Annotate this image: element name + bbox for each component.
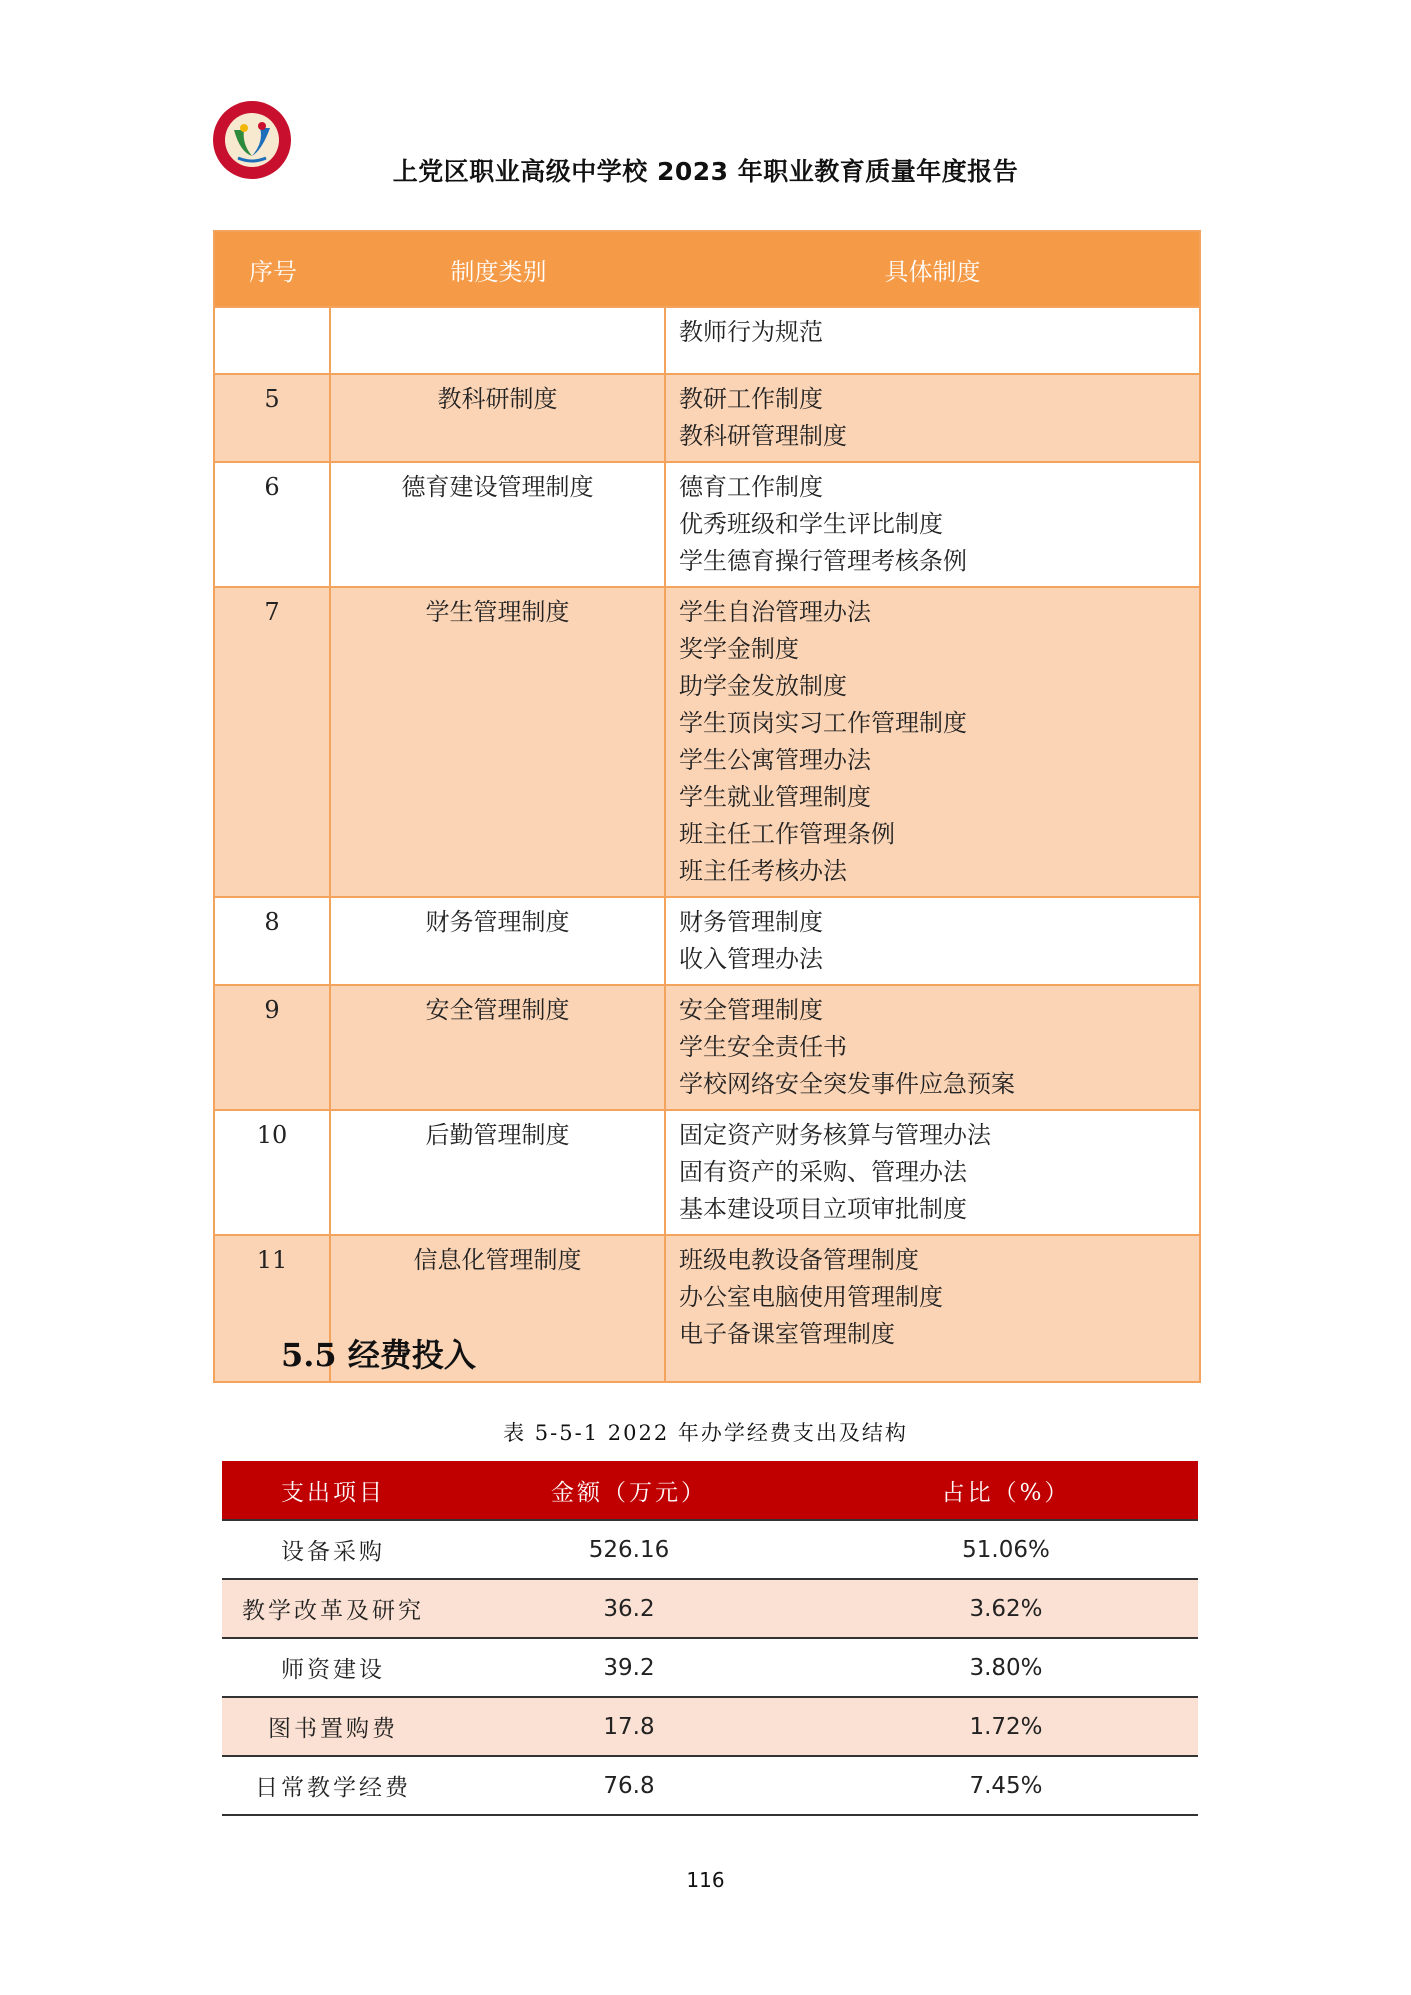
table-row <box>215 373 1199 461</box>
table-row <box>215 1109 1199 1234</box>
list-item: 学生安全责任书 <box>679 1033 847 1061</box>
list-item: 财务管理制度 <box>679 908 823 936</box>
table-row <box>215 306 1199 373</box>
row-items <box>666 1236 1199 1381</box>
list-item: 奖学金制度 <box>679 635 799 663</box>
expense-amount: 17.8 <box>603 1713 655 1740</box>
header-category: 制度类别 <box>450 257 547 286</box>
row-items <box>666 898 1199 984</box>
expense-item: 日常教学经费 <box>255 1775 411 1801</box>
table-caption: 表 5-5-1 2022 年办学经费支出及结构 <box>503 1421 908 1445</box>
list-item: 助学金发放制度 <box>679 672 847 700</box>
list-item: 教研工作制度 <box>679 385 823 413</box>
list-item: 学生德育操行管理考核条例 <box>679 547 967 575</box>
table-row <box>222 1639 1198 1698</box>
row-number: 8 <box>215 898 331 984</box>
list-item: 办公室电脑使用管理制度 <box>679 1283 943 1311</box>
row-number <box>215 308 331 373</box>
expense-amount: 526.16 <box>588 1536 670 1563</box>
expense-amount: 36.2 <box>603 1595 655 1622</box>
list-item: 学生公寓管理办法 <box>679 746 871 774</box>
expense-ratio: 3.62% <box>969 1595 1043 1622</box>
expense-amount: 76.8 <box>603 1772 655 1799</box>
row-number: 5 <box>215 375 331 461</box>
list-item: 优秀班级和学生评比制度 <box>679 510 943 538</box>
list-item: 基本建设项目立项审批制度 <box>679 1195 967 1223</box>
list-item: 安全管理制度 <box>679 996 823 1024</box>
list-item: 学生就业管理制度 <box>679 783 871 811</box>
table-row <box>222 1580 1198 1639</box>
list-item: 班级电教设备管理制度 <box>679 1246 919 1274</box>
row-number: 7 <box>215 588 331 896</box>
table-row <box>215 896 1199 984</box>
page-number: 116 <box>686 1868 725 1892</box>
expense-amount: 39.2 <box>603 1654 655 1681</box>
expense-item: 教学改革及研究 <box>242 1598 424 1624</box>
row-items <box>666 308 1199 373</box>
row-category: 财务管理制度 <box>331 898 666 984</box>
expense-ratio: 7.45% <box>969 1772 1043 1799</box>
row-category: 后勤管理制度 <box>331 1111 666 1234</box>
table-row <box>215 984 1199 1109</box>
section-title: 5.5 经费投入 <box>281 1336 476 1374</box>
list-item: 收入管理办法 <box>679 945 823 973</box>
row-number: 6 <box>215 463 331 586</box>
row-items <box>666 463 1199 586</box>
list-item: 学校网络安全突发事件应急预案 <box>679 1070 1015 1098</box>
page-header-title: 上党区职业高级中学校 2023 年职业教育质量年度报告 <box>392 157 1019 186</box>
row-number: 11 <box>215 1236 331 1381</box>
row-category <box>331 308 666 373</box>
row-items <box>666 375 1199 461</box>
funding-table-header <box>222 1461 1198 1519</box>
list-item: 德育工作制度 <box>679 473 823 501</box>
list-item: 教师行为规范 <box>679 318 823 346</box>
table-row <box>222 1757 1198 1816</box>
list-item: 学生自治管理办法 <box>679 598 871 626</box>
row-category: 学生管理制度 <box>331 588 666 896</box>
row-category: 安全管理制度 <box>331 986 666 1109</box>
expense-item: 设备采购 <box>281 1539 385 1565</box>
row-category: 教科研制度 <box>331 375 666 461</box>
table-row <box>215 461 1199 586</box>
list-item: 电子备课室管理制度 <box>679 1320 895 1348</box>
regulations-table-header <box>215 232 1199 306</box>
expense-ratio: 1.72% <box>969 1713 1043 1740</box>
regulations-table <box>213 230 1201 1383</box>
row-category: 德育建设管理制度 <box>331 463 666 586</box>
expense-item: 图书置购费 <box>268 1716 398 1742</box>
header-number: 序号 <box>249 257 297 286</box>
expense-item: 师资建设 <box>281 1657 385 1683</box>
header-ratio: 占比（%） <box>941 1479 1071 1506</box>
row-category: 信息化管理制度 <box>331 1236 666 1381</box>
row-items <box>666 1111 1199 1234</box>
list-item: 班主任考核办法 <box>679 857 847 885</box>
table-row <box>215 586 1199 896</box>
table-row <box>222 1519 1198 1580</box>
row-number: 10 <box>215 1111 331 1234</box>
list-item: 教科研管理制度 <box>679 422 847 450</box>
list-item: 学生顶岗实习工作管理制度 <box>679 709 967 737</box>
header-item: 支出项目 <box>281 1479 385 1506</box>
row-number: 9 <box>215 986 331 1109</box>
expense-ratio: 3.80% <box>969 1654 1043 1681</box>
expense-ratio: 51.06% <box>962 1536 1050 1563</box>
row-items <box>666 986 1199 1109</box>
list-item: 班主任工作管理条例 <box>679 820 895 848</box>
row-items <box>666 588 1199 896</box>
table-row <box>222 1698 1198 1757</box>
header-amount: 金额（万元） <box>551 1479 707 1506</box>
header-details: 具体制度 <box>884 257 981 286</box>
list-item: 固定资产财务核算与管理办法 <box>679 1121 991 1149</box>
list-item: 固有资产的采购、管理办法 <box>679 1158 967 1186</box>
funding-table <box>222 1461 1198 1816</box>
